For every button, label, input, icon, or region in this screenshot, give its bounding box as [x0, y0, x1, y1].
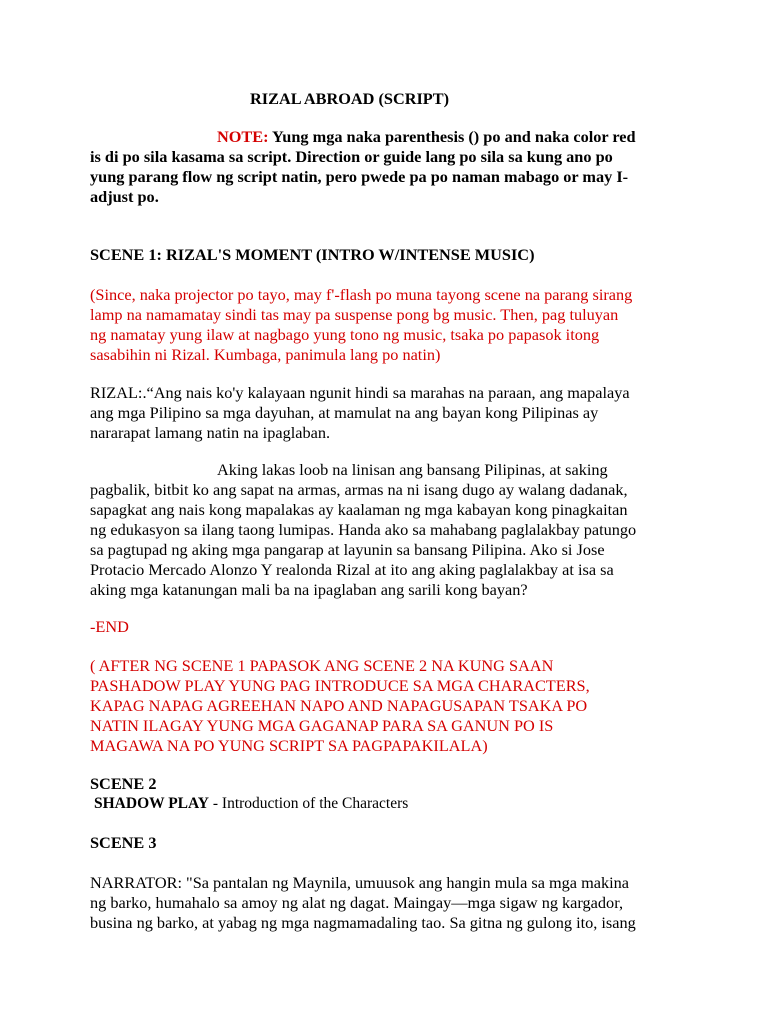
scene1-direction-line: (Since, naka projector po tayo, may f'-flash po muna tayong scene na parang sirang — [90, 285, 633, 304]
transition-line: PASHADOW PLAY YUNG PAG INTRODUCE SA MGA CHARACTERS, — [90, 676, 590, 695]
note-first-line — [217, 127, 636, 146]
scene2-heading: SCENE 2 — [90, 774, 157, 793]
transition-line: KAPAG NAPAG AGREEHAN NAPO AND NAPAGUSAPAN TSAKA PO — [90, 696, 588, 715]
narrator-line: busina ng barko, at yabag ng mga nagmamadaling tao. Sa gitna ng gulong ito, isang — [90, 913, 636, 932]
scene1-heading: SCENE 1: RIZAL'S MOMENT (INTRO W/INTENSE MUSIC) — [90, 245, 535, 264]
scene2-label-rest: - Introduction of the Characters — [209, 795, 409, 812]
rizal-para2-line: Protacio Mercado Alonzo Y realonda Rizal at ito ang aking paglalakbay at isa sa — [90, 560, 614, 579]
narrator-line: ng barko, humahalo sa amoy ng alat ng dagat. Maingay—mga sigaw ng kargador, — [90, 893, 624, 912]
narrator-line: NARRATOR: "Sa pantalan ng Maynila, umuusok ang hangin mula sa mga makina — [90, 873, 630, 892]
rizal-line: nararapat lamang natin na ipaglaban. — [90, 423, 331, 442]
scene1-end: -END — [90, 617, 129, 636]
rizal-para2-line: ng edukasyon sa ilang taong lumipas. Handa ako sa mahabang paglalakbay patungo — [90, 520, 637, 539]
note-line: is di po sila kasama sa script. Direction or guide lang po sila sa kung ano po — [90, 147, 613, 166]
rizal-para2-line: sapagkat ang nais kong mapalakas ay kaalaman ng mga kabayan kong pinagkaitan — [90, 500, 628, 519]
rizal-para2-first: Aking lakas loob na linisan ang bansang Pilipinas, at saking — [217, 460, 608, 479]
note-line: yung parang flow ng script natin, pero pwede pa po naman mabago or may I- — [90, 167, 629, 186]
rizal-line: RIZAL:.“Ang nais ko'y kalayaan ngunit hindi sa marahas na paraan, ang mapalaya — [90, 383, 630, 402]
transition-line: MAGAWA NA PO YUNG SCRIPT SA PAGPAPAKILALA) — [90, 736, 488, 755]
note-line: adjust po. — [90, 187, 159, 206]
document-title: RIZAL ABROAD (SCRIPT) — [250, 89, 450, 108]
transition-line: NATIN ILAGAY YUNG MGA GAGANAP PARA SA GANUN PO IS — [90, 716, 554, 735]
rizal-para2-line: pagbalik, bitbit ko ang sapat na armas, armas na ni isang dugo ay walang dadanak, — [90, 480, 628, 499]
transition-line: ( AFTER NG SCENE 1 PAPASOK ANG SCENE 2 NA KUNG SAAN — [90, 656, 554, 675]
shadow-play-label: SHADOW PLAY — [94, 795, 209, 812]
scene3-heading: SCENE 3 — [90, 833, 157, 852]
scene1-direction-line: sasabihin ni Rizal. Kumbaga, panimula lang po natin) — [90, 345, 441, 364]
note-label: NOTE: — [217, 127, 269, 146]
scene1-direction-line: ng namatay yung ilaw at nagbago yung tono ng music, tsaka po papasok itong — [90, 325, 600, 344]
scene2-label — [94, 794, 408, 813]
scene1-direction-line: lamp na namamatay sindi tas may pa suspense pong bg music. Then, pag tuluyan — [90, 305, 619, 324]
note-first-text: Yung mga naka parenthesis () po and naka color red — [272, 127, 636, 146]
rizal-para2-line: aking mga katanungan mali ba na ipaglaban ang sarili kong bayan? — [90, 580, 528, 599]
rizal-line: ang mga Pilipino sa mga dayuhan, at mamulat na ang bayan kong Pilipinas ay — [90, 403, 599, 422]
rizal-para2-line: sa pagtupad ng aking mga pangarap at layunin sa bansang Pilipina. Ako si Jose — [90, 540, 605, 559]
